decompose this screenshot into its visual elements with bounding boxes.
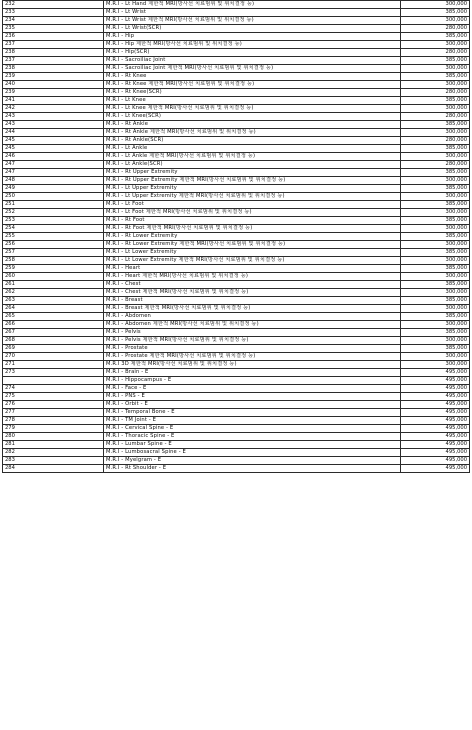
item-number-cell: 247 (3, 161, 104, 169)
item-price-cell: 385,000 (401, 169, 470, 177)
item-price-cell: 385,000 (401, 297, 470, 305)
item-number-cell: 238 (3, 49, 104, 57)
table-row (3, 113, 470, 121)
table-row (3, 33, 470, 41)
item-number-cell: 276 (3, 401, 104, 409)
item-name-cell: M.R.I - Lt Knee(SCR) (104, 113, 401, 121)
item-price-cell: 385,000 (401, 185, 470, 193)
item-name-cell: M.R.I - Abdomen (104, 313, 401, 321)
item-name-cell: M.R.I - Lt Ankle 제한적 MRI(방사선 치료범위 및 위치결정 등) (104, 153, 401, 161)
item-number-cell: 240 (3, 81, 104, 89)
item-name-cell: M.R.I - Face - E (104, 385, 401, 393)
item-name-cell: M.R.I - Lt Knee 제한적 MRI(방사선 치료범위 및 위치결정 등) (104, 105, 401, 113)
fee-table-body (3, 1, 470, 473)
item-price-cell: 300,000 (401, 1, 470, 9)
table-row (3, 233, 470, 241)
item-number-cell: 251 (3, 201, 104, 209)
item-number-cell: 232 (3, 1, 104, 9)
item-name-cell: M.R.I - Lt Lower Extremity 제한적 MRI(방사선 치료범위 및 위치결정 등) (104, 257, 401, 265)
item-price-cell: 385,000 (401, 57, 470, 65)
item-name-cell: M.R.I - Hip (104, 33, 401, 41)
table-row (3, 241, 470, 249)
item-number-cell: 246 (3, 153, 104, 161)
item-name-cell: M.R.I - Rt Foot 제한적 MRI(방사선 치료범위 및 위치결정 등) (104, 225, 401, 233)
item-number-cell: 237 (3, 57, 104, 65)
table-row (3, 401, 470, 409)
table-row (3, 169, 470, 177)
table-row (3, 185, 470, 193)
item-price-cell: 300,000 (401, 289, 470, 297)
table-row (3, 57, 470, 65)
item-number-cell: 263 (3, 297, 104, 305)
item-number-cell: 280 (3, 433, 104, 441)
item-number-cell: 277 (3, 409, 104, 417)
item-price-cell: 385,000 (401, 217, 470, 225)
item-price-cell: 495,000 (401, 377, 470, 385)
item-price-cell: 280,000 (401, 113, 470, 121)
item-price-cell: 280,000 (401, 161, 470, 169)
item-price-cell: 300,000 (401, 305, 470, 313)
table-row (3, 129, 470, 137)
fee-table (2, 0, 470, 473)
item-name-cell: M.R.I - Heart (104, 265, 401, 273)
table-row (3, 377, 470, 385)
item-name-cell: M.R.I 3D 제한적 MRI(방사선 치료범위 및 위치결정 등) (104, 361, 401, 369)
item-name-cell: M.R.I - Rt Ankle (104, 121, 401, 129)
table-row (3, 273, 470, 281)
table-row (3, 441, 470, 449)
item-price-cell: 495,000 (401, 449, 470, 457)
table-row (3, 369, 470, 377)
item-number-cell: 282 (3, 449, 104, 457)
table-row (3, 465, 470, 473)
item-number-cell: 239 (3, 89, 104, 97)
item-name-cell: M.R.I - Pelvis (104, 329, 401, 337)
item-name-cell: M.R.I - Sacroiliac Joint 제한적 MRI(방사선 치료범위 및 위치결정 등) (104, 65, 401, 73)
item-number-cell: 256 (3, 241, 104, 249)
item-name-cell: M.R.I - Lt Wrist(SCR) (104, 25, 401, 33)
table-row (3, 433, 470, 441)
item-number-cell: 260 (3, 273, 104, 281)
item-number-cell: 243 (3, 121, 104, 129)
item-number-cell: 252 (3, 209, 104, 217)
item-price-cell: 280,000 (401, 49, 470, 57)
item-name-cell: M.R.I - Lt Wrist 제한적 MRI(방사선 치료범위 및 위치결정 등) (104, 17, 401, 25)
item-price-cell: 495,000 (401, 393, 470, 401)
item-price-cell: 385,000 (401, 33, 470, 41)
item-price-cell: 495,000 (401, 465, 470, 473)
item-name-cell: M.R.I - Rt Knee (104, 73, 401, 81)
item-name-cell: M.R.I - Orbit - E (104, 401, 401, 409)
item-price-cell: 385,000 (401, 201, 470, 209)
item-number-cell: 239 (3, 73, 104, 81)
item-number-cell: 281 (3, 441, 104, 449)
item-price-cell: 495,000 (401, 385, 470, 393)
item-name-cell: M.R.I - Breast (104, 297, 401, 305)
item-name-cell: M.R.I - Lt Hand 제한적 MRI(방사선 치료범위 및 위치결정 등) (104, 1, 401, 9)
item-price-cell: 300,000 (401, 177, 470, 185)
item-number-cell: 250 (3, 193, 104, 201)
item-price-cell: 385,000 (401, 313, 470, 321)
table-row (3, 361, 470, 369)
item-name-cell: M.R.I - Lt Ankle(SCR) (104, 161, 401, 169)
item-number-cell: 237 (3, 41, 104, 49)
item-name-cell: M.R.I - Temporal Bone - E (104, 409, 401, 417)
item-price-cell: 495,000 (401, 425, 470, 433)
table-row (3, 297, 470, 305)
item-name-cell: M.R.I - Rt Ankle(SCR) (104, 137, 401, 145)
table-row (3, 105, 470, 113)
item-number-cell: 279 (3, 425, 104, 433)
table-row (3, 121, 470, 129)
item-name-cell: M.R.I - Rt Ankle 제한적 MRI(방사선 치료범위 및 위치결정 등) (104, 129, 401, 137)
item-name-cell: M.R.I - Breast 제한적 MRI(방사선 치료범위 및 위치결정 등) (104, 305, 401, 313)
item-name-cell: M.R.I - Pelvis 제한적 MRI(방사선 치료범위 및 위치결정 등) (104, 337, 401, 345)
item-number-cell (3, 377, 104, 385)
table-row (3, 281, 470, 289)
item-number-cell: 243 (3, 113, 104, 121)
item-price-cell: 300,000 (401, 225, 470, 233)
item-name-cell: M.R.I - Cervical Spine - E (104, 425, 401, 433)
item-price-cell: 280,000 (401, 25, 470, 33)
table-row (3, 161, 470, 169)
item-price-cell: 300,000 (401, 105, 470, 113)
item-price-cell: 300,000 (401, 361, 470, 369)
item-price-cell: 495,000 (401, 441, 470, 449)
item-name-cell: M.R.I - Rt Upper Extremity (104, 169, 401, 177)
item-price-cell: 385,000 (401, 345, 470, 353)
table-row (3, 225, 470, 233)
item-number-cell: 255 (3, 233, 104, 241)
table-row (3, 329, 470, 337)
item-price-cell: 300,000 (401, 129, 470, 137)
item-name-cell: M.R.I - Rt Foot (104, 217, 401, 225)
item-price-cell: 385,000 (401, 73, 470, 81)
item-number-cell: 261 (3, 281, 104, 289)
item-number-cell: 278 (3, 417, 104, 425)
item-name-cell: M.R.I - Rt Knee(SCR) (104, 89, 401, 97)
item-number-cell: 268 (3, 337, 104, 345)
item-name-cell: M.R.I - Abdomen 제한적 MRI(방사선 치료범위 및 위치결정 등) (104, 321, 401, 329)
item-name-cell: M.R.I - Hip(SCR) (104, 49, 401, 57)
item-name-cell: M.R.I - Lt Foot 제한적 MRI(방사선 치료범위 및 위치결정 등) (104, 209, 401, 217)
table-row (3, 353, 470, 361)
item-price-cell: 385,000 (401, 265, 470, 273)
table-row (3, 177, 470, 185)
item-name-cell: M.R.I - Lt Knee (104, 97, 401, 105)
table-row (3, 337, 470, 345)
table-row (3, 289, 470, 297)
item-name-cell: M.R.I - Chest (104, 281, 401, 289)
item-number-cell: 267 (3, 329, 104, 337)
item-name-cell: M.R.I - Sacroiliac Joint (104, 57, 401, 65)
table-row (3, 89, 470, 97)
item-number-cell: 238 (3, 65, 104, 73)
item-number-cell: 264 (3, 305, 104, 313)
item-name-cell: M.R.I - Prostate (104, 345, 401, 353)
item-number-cell: 265 (3, 313, 104, 321)
item-name-cell: M.R.I - Rt Upper Extremity 제한적 MRI(방사선 치료범위 및 위치결정 등) (104, 177, 401, 185)
item-price-cell: 385,000 (401, 145, 470, 153)
item-name-cell: M.R.I - Thoracic Spine - E (104, 433, 401, 441)
item-price-cell: 385,000 (401, 97, 470, 105)
table-row (3, 97, 470, 105)
table-row (3, 137, 470, 145)
item-price-cell: 495,000 (401, 409, 470, 417)
item-name-cell: M.R.I - Lt Upper Extremity (104, 185, 401, 193)
item-price-cell: 385,000 (401, 9, 470, 17)
item-name-cell: M.R.I - Rt Knee 제한적 MRI(방사선 치료범위 및 위치결정 등) (104, 81, 401, 89)
table-row (3, 73, 470, 81)
table-row (3, 17, 470, 25)
item-name-cell: M.R.I - Lumbosacral Spine - E (104, 449, 401, 457)
item-number-cell: 233 (3, 9, 104, 17)
item-price-cell: 495,000 (401, 369, 470, 377)
item-name-cell: M.R.I - Rt Lower Extremity 제한적 MRI(방사선 치료범위 및 위치결정 등) (104, 241, 401, 249)
table-row (3, 1, 470, 9)
table-row (3, 345, 470, 353)
table-row (3, 9, 470, 17)
table-row (3, 193, 470, 201)
item-name-cell: M.R.I - Heart 제한적 MRI(방사선 치료범위 및 위치결정 등) (104, 273, 401, 281)
item-number-cell: 247 (3, 169, 104, 177)
table-row (3, 25, 470, 33)
item-name-cell: M.R.I - Hip 제한적 MRI(방사선 치료범위 및 위치결정 등) (104, 41, 401, 49)
item-number-cell: 273 (3, 369, 104, 377)
table-row (3, 209, 470, 217)
item-price-cell: 300,000 (401, 241, 470, 249)
item-number-cell: 254 (3, 225, 104, 233)
table-row (3, 417, 470, 425)
table-row (3, 393, 470, 401)
table-row (3, 385, 470, 393)
item-price-cell: 495,000 (401, 433, 470, 441)
table-row (3, 65, 470, 73)
item-number-cell: 274 (3, 385, 104, 393)
item-price-cell: 495,000 (401, 401, 470, 409)
item-name-cell: M.R.I - Lt Wrist (104, 9, 401, 17)
item-name-cell: M.R.I - Hippocampus - E (104, 377, 401, 385)
item-price-cell: 300,000 (401, 153, 470, 161)
item-price-cell: 385,000 (401, 281, 470, 289)
item-name-cell: M.R.I - Prostate 제한적 MRI(방사선 치료범위 및 위치결정 등) (104, 353, 401, 361)
table-row (3, 425, 470, 433)
table-row (3, 217, 470, 225)
table-row (3, 153, 470, 161)
item-name-cell: M.R.I - Lumbar Spine - E (104, 441, 401, 449)
table-row (3, 321, 470, 329)
item-number-cell: 248 (3, 177, 104, 185)
item-number-cell: 257 (3, 249, 104, 257)
item-price-cell: 300,000 (401, 193, 470, 201)
table-row (3, 457, 470, 465)
item-number-cell: 269 (3, 345, 104, 353)
item-name-cell: M.R.I - Lt Ankle (104, 145, 401, 153)
item-number-cell: 245 (3, 145, 104, 153)
item-name-cell: M.R.I - Chest 제한적 MRI(방사선 치료범위 및 위치결정 등) (104, 289, 401, 297)
item-price-cell: 300,000 (401, 273, 470, 281)
item-number-cell: 241 (3, 97, 104, 105)
item-price-cell: 300,000 (401, 321, 470, 329)
item-number-cell: 266 (3, 321, 104, 329)
table-row (3, 257, 470, 265)
item-number-cell: 234 (3, 17, 104, 25)
table-row (3, 313, 470, 321)
item-name-cell: M.R.I - Lt Lower Extremity (104, 249, 401, 257)
item-price-cell: 300,000 (401, 353, 470, 361)
table-row (3, 265, 470, 273)
table-row (3, 145, 470, 153)
item-price-cell: 300,000 (401, 337, 470, 345)
item-price-cell: 300,000 (401, 209, 470, 217)
table-row (3, 449, 470, 457)
item-number-cell: 270 (3, 353, 104, 361)
item-name-cell: M.R.I - Lt Foot (104, 201, 401, 209)
item-price-cell: 300,000 (401, 257, 470, 265)
item-price-cell: 385,000 (401, 329, 470, 337)
item-price-cell: 280,000 (401, 137, 470, 145)
table-row (3, 249, 470, 257)
item-name-cell: M.R.I - TM Joint - E (104, 417, 401, 425)
item-price-cell: 300,000 (401, 81, 470, 89)
item-price-cell: 495,000 (401, 417, 470, 425)
item-number-cell: 236 (3, 33, 104, 41)
table-row (3, 81, 470, 89)
item-name-cell: M.R.I - PNS - E (104, 393, 401, 401)
item-price-cell: 300,000 (401, 17, 470, 25)
table-row (3, 201, 470, 209)
item-number-cell: 235 (3, 25, 104, 33)
table-row (3, 305, 470, 313)
item-price-cell: 280,000 (401, 89, 470, 97)
item-name-cell: M.R.I - Rt Shoulder - E (104, 465, 401, 473)
table-row (3, 41, 470, 49)
item-number-cell: 242 (3, 105, 104, 113)
item-number-cell: 284 (3, 465, 104, 473)
item-price-cell: 300,000 (401, 41, 470, 49)
item-name-cell: M.R.I - Myelgram - E (104, 457, 401, 465)
item-price-cell: 495,000 (401, 457, 470, 465)
table-row (3, 409, 470, 417)
item-name-cell: M.R.I - Brain - E (104, 369, 401, 377)
item-number-cell: 245 (3, 137, 104, 145)
item-number-cell: 249 (3, 185, 104, 193)
item-name-cell: M.R.I - Rt Lower Extremity (104, 233, 401, 241)
item-number-cell: 258 (3, 257, 104, 265)
item-number-cell: 244 (3, 129, 104, 137)
item-price-cell: 385,000 (401, 249, 470, 257)
item-price-cell: 300,000 (401, 65, 470, 73)
item-number-cell: 275 (3, 393, 104, 401)
item-number-cell: 271 (3, 361, 104, 369)
item-number-cell: 262 (3, 289, 104, 297)
item-number-cell: 253 (3, 217, 104, 225)
item-name-cell: M.R.I - Lt Upper Extremity 제한적 MRI(방사선 치료범위 및 위치결정 등) (104, 193, 401, 201)
item-price-cell: 385,000 (401, 233, 470, 241)
table-row (3, 49, 470, 57)
item-number-cell: 259 (3, 265, 104, 273)
item-price-cell: 385,000 (401, 121, 470, 129)
item-number-cell: 283 (3, 457, 104, 465)
